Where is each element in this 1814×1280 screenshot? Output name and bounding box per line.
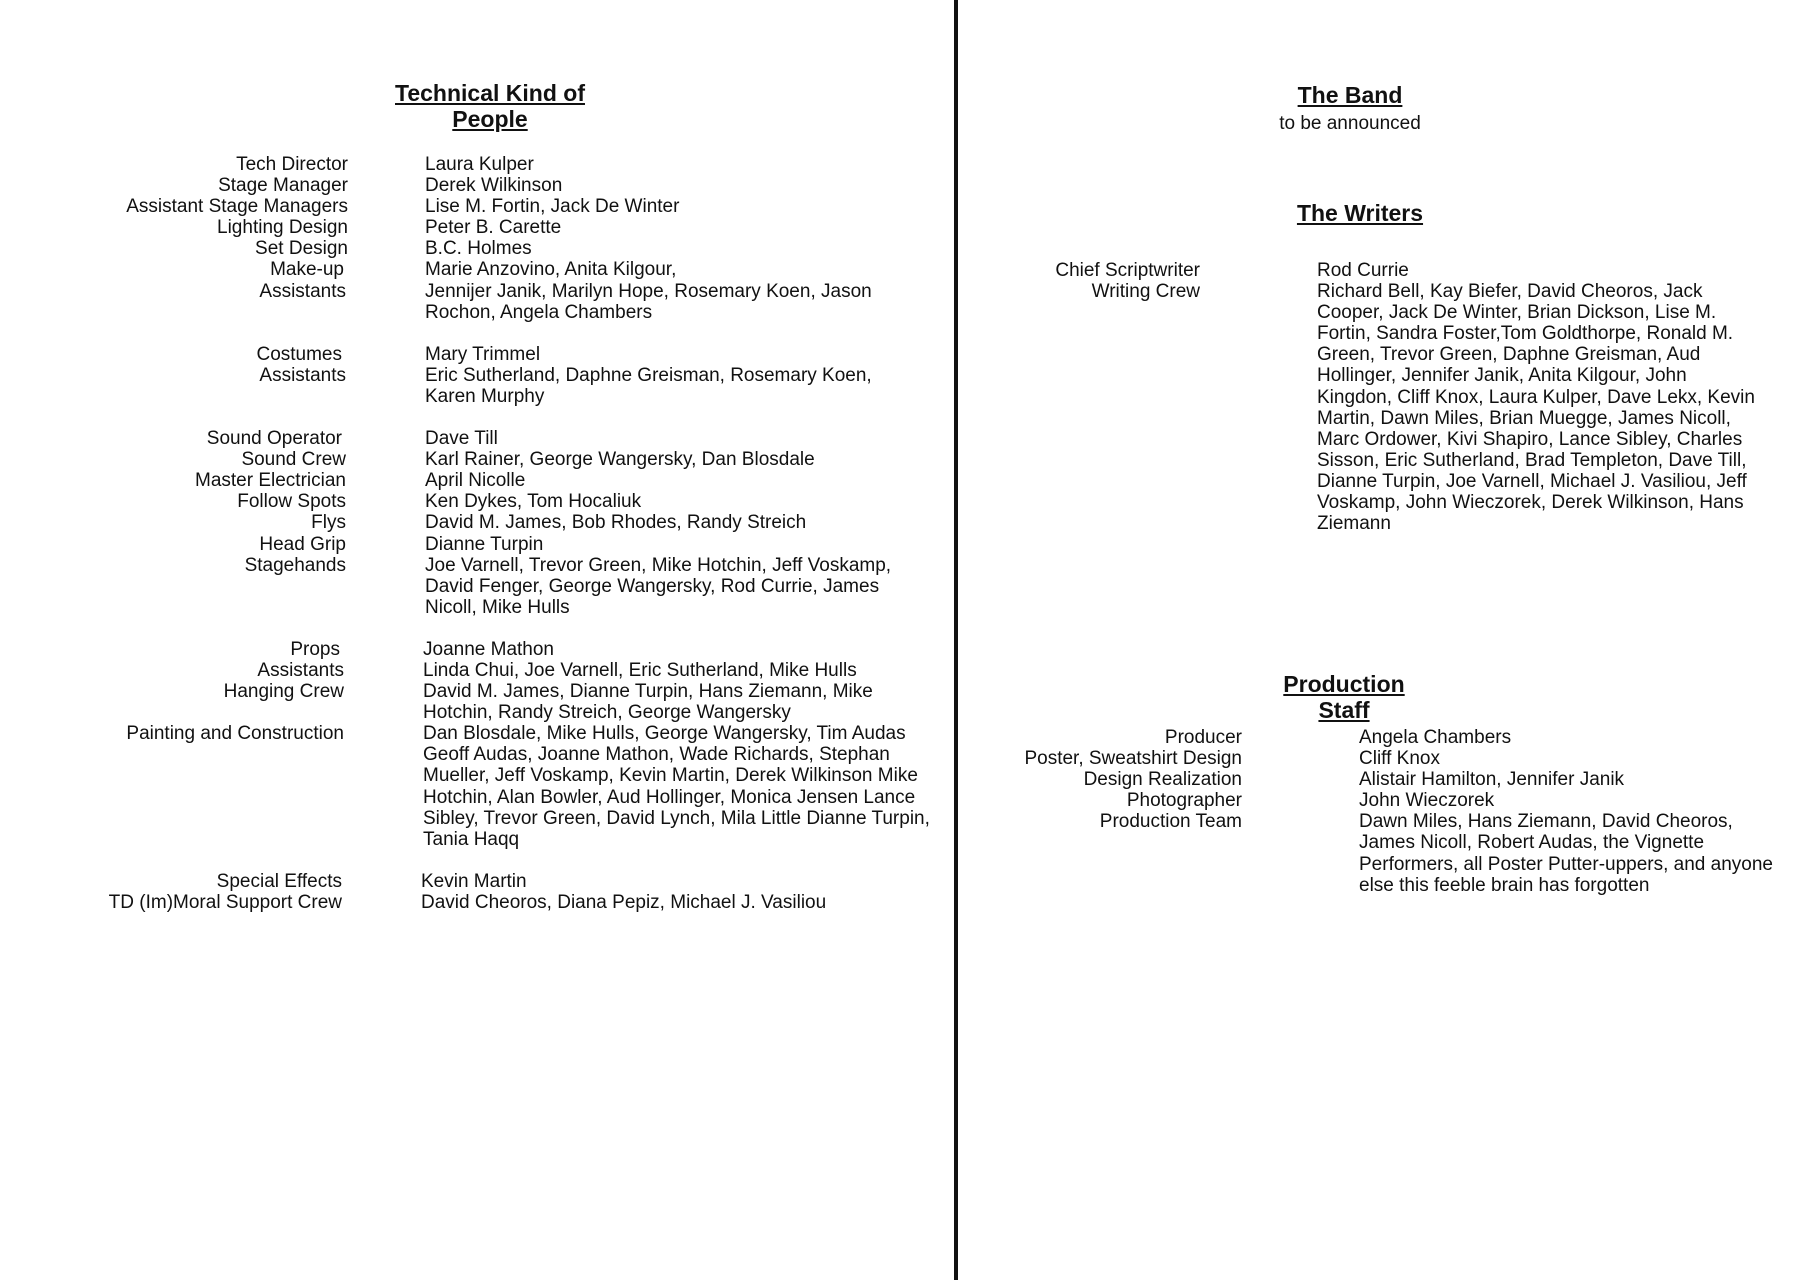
credit-role: Props xyxy=(290,638,340,660)
credit-row xyxy=(1000,811,1779,895)
credit-names: Jennijer Janik, Marilyn Hope, Rosemary Koen, Jason Rochon, Angela Chambers xyxy=(425,280,872,323)
writers-credits-list xyxy=(1040,260,1757,534)
credit-row xyxy=(90,238,945,259)
credit-names: David M. James, Dianne Turpin, Hans Ziemann, Mike Hotchin, Randy Streich, George Wangersky xyxy=(423,681,873,724)
production-credits-list xyxy=(1000,727,1779,896)
heading-line: People xyxy=(452,106,528,132)
credit-role: Assistant Stage Managers xyxy=(126,196,348,218)
credit-role: Master Electrician xyxy=(195,470,346,492)
credit-role: Production Team xyxy=(1099,811,1242,833)
credit-names: Karl Rainer, George Wangersky, Dan Blosdale xyxy=(425,449,815,471)
credit-row xyxy=(90,449,945,470)
technical-credits-list xyxy=(90,154,945,913)
credit-row xyxy=(1000,727,1779,748)
credit-names: Joe Varnell, Trevor Green, Mike Hotchin, Jeff Voskamp, David Fenger, George Wangersky, Rod Currie, James Nicoll, Mike Hulls xyxy=(425,554,892,618)
credit-role: Stagehands xyxy=(244,554,346,576)
credit-role: Sound Crew xyxy=(241,449,346,471)
credit-role: Sound Operator xyxy=(206,428,342,450)
credit-names: April Nicolle xyxy=(425,470,526,492)
credit-names: Dianne Turpin xyxy=(425,533,544,555)
credit-row xyxy=(90,491,945,512)
credit-role: Poster, Sweatshirt Design xyxy=(1024,748,1242,770)
credit-names: Dawn Miles, Hans Ziemann, David Cheoros, James Nicoll, Robert Audas, the Vignette Performers, all Poster Putter-uppers, and anyone else this feeble brain has forgotten xyxy=(1359,811,1773,896)
credit-row xyxy=(90,871,945,892)
credit-names: David M. James, Bob Rhodes, Randy Streich xyxy=(425,512,807,534)
credit-names: Richard Bell, Kay Biefer, David Cheoros, Jack Cooper, Jack De Winter, Brian Dickson, Lise M. Fortin, Sandra Foster,Tom Goldthorpe, Ronald M. Green, Trevor Green, Daphne Greisman, Aud Hollinger, Jennifer Janik, Anita Kilgour, John Kingdon, Cliff Knox, Laura Kulper, Dave Lekx, Kevin Martin, Dawn Miles, Brian Muegge, James Nicoll, Marc Ordower, Kivi Shapiro, Lance Sibley, Charles Sisson, Eric Sutherland, Brad Templeton, Dave Till, Dianne Turpin, Joe Varnell, Michael J. Vasiliou, Jeff Voskamp, John Wieczorek, Derek Wilkinson, Hans Ziemann xyxy=(1317,281,1755,535)
writers-heading xyxy=(1260,200,1460,226)
credit-names: B.C. Holmes xyxy=(425,238,532,260)
credit-role: Special Effects xyxy=(216,870,342,892)
credit-row xyxy=(90,639,945,660)
credit-names: Eric Sutherland, Daphne Greisman, Rosemary Koen, Karen Murphy xyxy=(425,364,872,407)
heading-line: Staff xyxy=(1318,697,1370,723)
credit-row xyxy=(1000,769,1779,790)
band-heading xyxy=(1250,82,1450,108)
band-note: to be announced xyxy=(1279,113,1421,134)
credit-role: Flys xyxy=(311,512,346,534)
credit-names: Dan Blosdale, Mike Hulls, George Wangersky, Tim Audas Geoff Audas, Joanne Mathon, Wade Richards, Stephan Mueller, Jeff Voskamp, Kevin Martin, Derek Wilkinson Mike Hotchin, Alan Bowler, Aud Hollinger, Monica Jensen Lance Sibley, Trevor Green, David Lynch, Mila Little Dianne Turpin, Tania Haqq xyxy=(423,723,930,850)
credit-role: Costumes xyxy=(256,343,342,365)
credit-names: Kevin Martin xyxy=(421,870,527,892)
heading-line: The Writers xyxy=(1296,200,1424,226)
credit-row xyxy=(90,512,945,533)
credit-names: Derek Wilkinson xyxy=(425,175,563,197)
credit-role: Lighting Design xyxy=(217,217,348,239)
credit-row xyxy=(90,259,945,280)
credit-names: Dave Till xyxy=(425,428,498,450)
technical-crew-heading xyxy=(380,80,600,132)
credit-names: Linda Chui, Joe Varnell, Eric Sutherland, Mike Hulls xyxy=(423,659,857,681)
credit-row xyxy=(90,365,945,407)
credit-row xyxy=(90,217,945,238)
credit-row xyxy=(90,154,945,175)
credit-role: Painting and Construction xyxy=(126,723,344,745)
heading-line: Technical Kind of xyxy=(395,80,585,106)
credit-role: TD (Im)Moral Support Crew xyxy=(108,891,342,913)
credit-names: David Cheoros, Diana Pepiz, Michael J. Vasiliou xyxy=(421,891,827,913)
credit-role: Assistants xyxy=(259,364,346,386)
credit-row xyxy=(1000,748,1779,769)
credit-row xyxy=(90,660,945,681)
credit-role: Tech Director xyxy=(236,154,348,175)
production-staff-heading xyxy=(1254,671,1434,723)
heading-line: Production xyxy=(1283,671,1405,697)
credit-role: Hanging Crew xyxy=(223,681,344,703)
credit-role: Assistants xyxy=(257,659,344,681)
credit-row xyxy=(90,723,945,850)
credit-names: Cliff Knox xyxy=(1359,748,1440,770)
credit-row xyxy=(1040,281,1757,534)
credit-names: Joanne Mathon xyxy=(423,638,554,660)
credit-role: Assistants xyxy=(259,280,346,302)
credit-role: Stage Manager xyxy=(218,175,348,197)
credit-row xyxy=(90,534,945,555)
credit-role: Follow Spots xyxy=(237,491,346,513)
credit-names: Laura Kulper xyxy=(425,154,534,175)
credit-row xyxy=(90,681,945,723)
credit-names: John Wieczorek xyxy=(1359,790,1495,812)
credit-role: Set Design xyxy=(255,238,348,260)
page-fold-line xyxy=(954,0,958,1280)
credit-row xyxy=(90,344,945,365)
credit-names: Mary Trimmel xyxy=(425,343,541,365)
credit-row xyxy=(1040,260,1757,281)
credit-role: Head Grip xyxy=(259,533,346,555)
credit-role: Writing Crew xyxy=(1091,281,1200,303)
heading-line: The Band xyxy=(1297,82,1403,108)
credit-role: Chief Scriptwriter xyxy=(1055,260,1200,281)
credit-row xyxy=(90,470,945,491)
credit-names: Marie Anzovino, Anita Kilgour, xyxy=(425,259,677,281)
credit-row xyxy=(90,428,945,449)
credit-role: Photographer xyxy=(1126,790,1242,812)
credit-names: Angela Chambers xyxy=(1359,727,1512,748)
credit-row xyxy=(90,555,945,618)
credit-row xyxy=(90,281,945,323)
credit-names: Ken Dykes, Tom Hocaliuk xyxy=(425,491,642,513)
credit-names: Lise M. Fortin, Jack De Winter xyxy=(425,196,680,218)
credit-names: Peter B. Carette xyxy=(425,217,562,239)
credit-role: Make-up xyxy=(270,259,344,281)
credit-row xyxy=(1000,790,1779,811)
credit-row xyxy=(90,892,945,913)
credit-role: Producer xyxy=(1164,727,1242,748)
credit-names: Alistair Hamilton, Jennifer Janik xyxy=(1359,769,1625,791)
credit-role: Design Realization xyxy=(1083,769,1242,791)
credit-names: Rod Currie xyxy=(1317,260,1409,281)
credit-row xyxy=(90,196,945,217)
credit-row xyxy=(90,175,945,196)
